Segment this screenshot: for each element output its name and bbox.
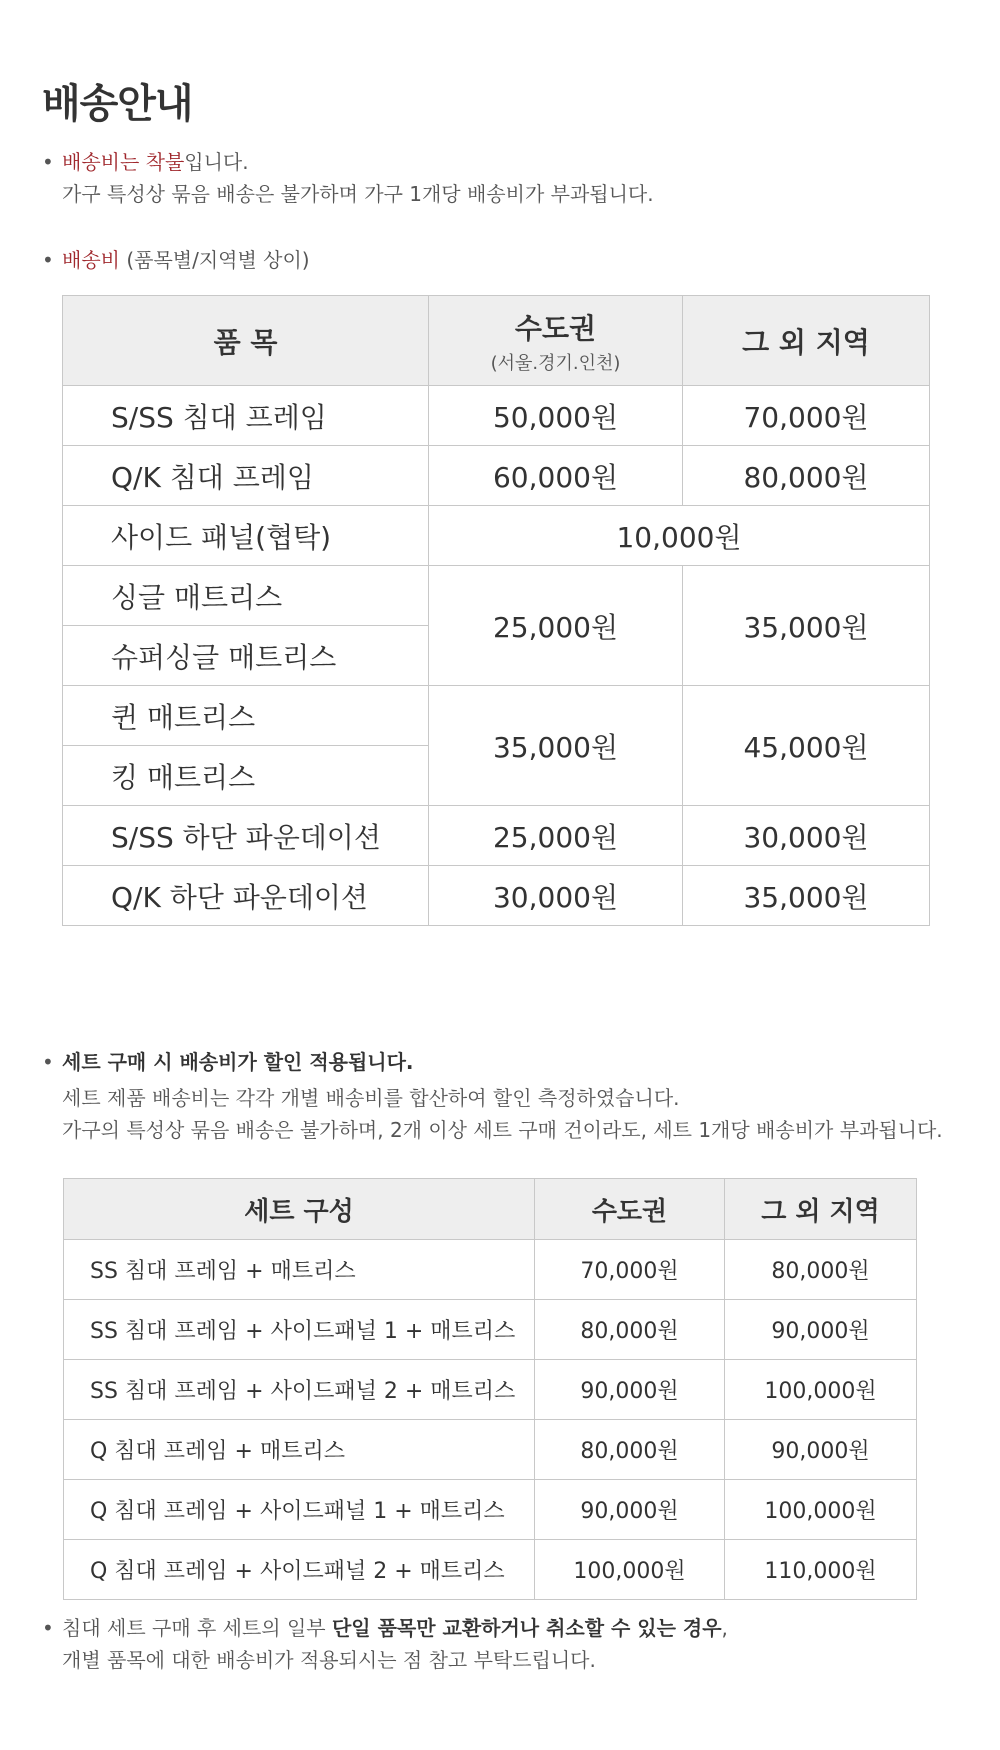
- capital-price: 90,000원: [535, 1480, 725, 1540]
- item-cell: 사이드 패널(협탁): [63, 506, 429, 566]
- other-price: 90,000원: [725, 1420, 917, 1480]
- table-row: [63, 686, 930, 746]
- other-price: 80,000원: [683, 446, 930, 506]
- table-row: [64, 1540, 917, 1600]
- shipping-fee-table: [62, 295, 930, 926]
- table-row: [64, 1240, 917, 1300]
- all-region-price: 10,000원: [429, 506, 930, 566]
- item-cell: S/SS 침대 프레임: [63, 386, 429, 446]
- table-row: [63, 446, 930, 506]
- bullet-icon: •: [42, 1616, 54, 1640]
- table-row: [64, 1420, 917, 1480]
- header-other: 그 외 지역: [683, 296, 930, 386]
- notice-exchange-bold: 단일 품목만 교환하거나 취소할 수 있는 경우: [331, 1616, 722, 1640]
- header-capital: 수도권: [535, 1179, 725, 1240]
- other-price: 30,000원: [683, 806, 930, 866]
- bullet-icon: •: [42, 248, 54, 272]
- capital-price: 90,000원: [535, 1360, 725, 1420]
- capital-price: 25,000원: [429, 566, 683, 686]
- other-price: 35,000원: [683, 866, 930, 926]
- other-price: 110,000원: [725, 1540, 917, 1600]
- capital-price: 100,000원: [535, 1540, 725, 1600]
- table-row: [63, 866, 930, 926]
- notice-cod-rest: 입니다.: [184, 150, 249, 174]
- table-row: [63, 806, 930, 866]
- header-other: 그 외 지역: [725, 1179, 917, 1240]
- notice-fee-highlight: 배송비: [62, 248, 120, 272]
- table-row: [63, 386, 930, 446]
- header-capital: 수도권 (서울.경기.인천): [429, 296, 683, 386]
- other-price: 100,000원: [725, 1480, 917, 1540]
- capital-price: 60,000원: [429, 446, 683, 506]
- item-cell: Q/K 하단 파운데이션: [63, 866, 429, 926]
- other-price: 70,000원: [683, 386, 930, 446]
- item-cell: 퀸 매트리스: [63, 686, 429, 746]
- capital-price: 80,000원: [535, 1420, 725, 1480]
- capital-price: 35,000원: [429, 686, 683, 806]
- notice-cod-highlight: 배송비는 착불: [62, 150, 185, 174]
- header-capital-sub: (서울.경기.인천): [490, 352, 621, 374]
- header-set: 세트 구성: [64, 1179, 535, 1240]
- item-cell: 싱글 매트리스: [63, 566, 429, 626]
- item-cell: 슈퍼싱글 매트리스: [63, 626, 429, 686]
- other-price: 90,000원: [725, 1300, 917, 1360]
- item-cell: S/SS 하단 파운데이션: [63, 806, 429, 866]
- table-header-row: [64, 1179, 917, 1240]
- table-row: [64, 1300, 917, 1360]
- table-row: [63, 506, 930, 566]
- set-cell: SS 침대 프레임 + 사이드패널 1 + 매트리스: [64, 1300, 535, 1360]
- set-cell: Q 침대 프레임 + 사이드패널 1 + 매트리스: [64, 1480, 535, 1540]
- set-cell: Q 침대 프레임 + 사이드패널 2 + 매트리스: [64, 1540, 535, 1600]
- item-cell: Q/K 침대 프레임: [63, 446, 429, 506]
- set-cell: Q 침대 프레임 + 매트리스: [64, 1420, 535, 1480]
- other-price: 45,000원: [683, 686, 930, 806]
- other-price: 35,000원: [683, 566, 930, 686]
- other-price: 80,000원: [725, 1240, 917, 1300]
- capital-price: 50,000원: [429, 386, 683, 446]
- set-cell: SS 침대 프레임 + 사이드패널 2 + 매트리스: [64, 1360, 535, 1420]
- table-row: [64, 1480, 917, 1540]
- table-row: [63, 566, 930, 626]
- bullet-icon: •: [42, 150, 54, 174]
- bullet-icon: •: [42, 1050, 54, 1074]
- set-fee-table: [63, 1178, 917, 1600]
- capital-price: 70,000원: [535, 1240, 725, 1300]
- capital-price: 30,000원: [429, 866, 683, 926]
- page-title: 배송안내: [42, 81, 193, 127]
- notice-fee-rest: (품목별/지역별 상이): [119, 248, 310, 272]
- table-header-row: [63, 296, 930, 386]
- capital-price: 25,000원: [429, 806, 683, 866]
- set-cell: SS 침대 프레임 + 매트리스: [64, 1240, 535, 1300]
- item-cell: 킹 매트리스: [63, 746, 429, 806]
- other-price: 100,000원: [725, 1360, 917, 1420]
- table-row: [64, 1360, 917, 1420]
- capital-price: 80,000원: [535, 1300, 725, 1360]
- header-item: 품 목: [63, 296, 429, 386]
